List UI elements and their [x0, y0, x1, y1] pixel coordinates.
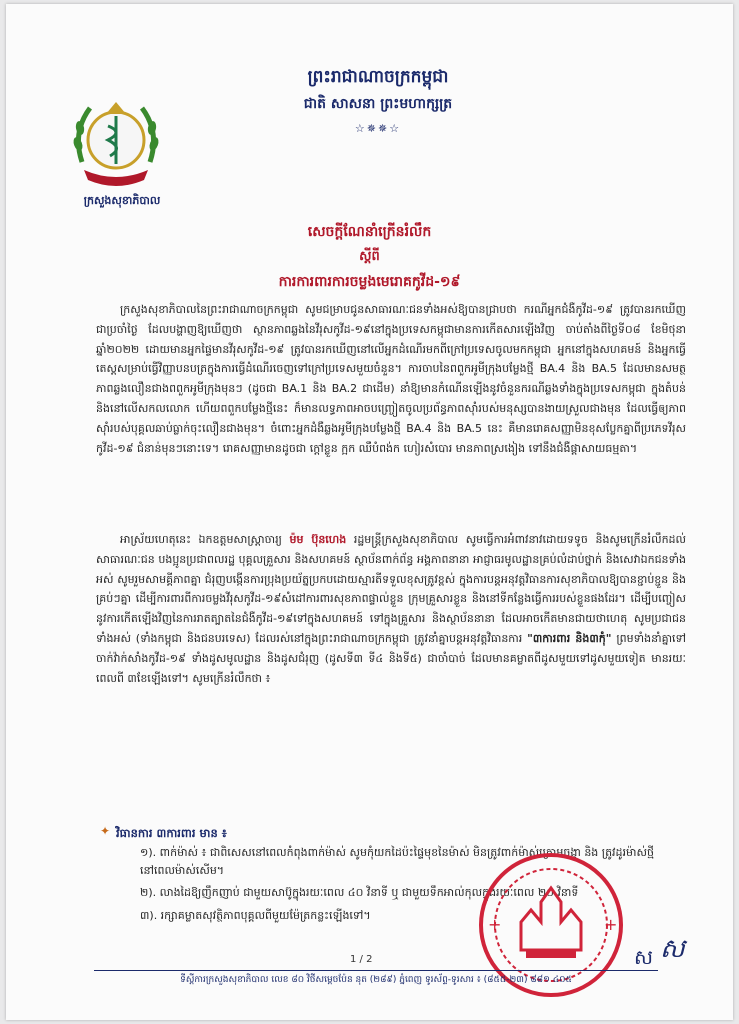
measure-item-2: ២). លាងដៃឱ្យញឹកញាប់ ជាមួយសាប៊ូក្នុងរយៈពេល ៤០ វិនាទី ឬ ជាមួយទឹកអាល់កុលក្នុងរយៈពេល ២០ វិនាទី	[140, 886, 579, 899]
footer-divider	[94, 970, 658, 971]
document-title: សេចក្ដីណែនាំក្រើនរំលឹក	[307, 224, 432, 240]
measure-item-1: ១). ពាក់ម៉ាស់ ៖ ជាពិសេសនៅពេលកំពុងពាក់ម៉ាស់ សូមកុំយកដៃប៉ះផ្ទៃមុខនៃម៉ាស់ មិនត្រូវពាក់ម៉ាស់ក្រោមចង្កា និង ត្រូវដូរម៉ាស់ថ្មី នៅពេលម៉ាស់សើម។	[140, 846, 654, 877]
paragraph-lead: អាស្រ័យហេតុនេះ ឯកឧត្ដមសាស្ត្រាចារ្យ	[120, 533, 282, 546]
measure-item-3: ៣). រក្សាគម្លាតសុវត្ថិភាពបុគ្គលពីមួយម៉ែត្រកន្លះឡើងទៅ។	[140, 909, 371, 922]
ministry-of-health-emblem-icon	[68, 92, 164, 196]
kingdom-heading: ព្រះរាជាណាចក្រកម្ពុជា	[307, 67, 449, 87]
document-title-about: ស្ដីពី	[359, 249, 380, 264]
body-paragraph-1	[96, 300, 686, 458]
svg-text:+: +	[488, 915, 502, 934]
footer-address: ទីស្ដីការក្រសួងសុខាភិបាល លេខ ៨០ វិថីសម្ដេចប៉ែន នុត (២៨៩) ភ្នំពេញ ទូរស័ព្ទ-ទូរសារ ៖ (៨៥៥-២៣) ៨៨១ ៤០៥	[180, 975, 572, 985]
bullet-icon: ✦	[100, 824, 111, 838]
document-subject: ការការពារការចម្លងមេរោគកូវីដ-១៩	[278, 274, 461, 290]
national-motto: ជាតិ សាសនា ព្រះមហាក្សត្រ	[303, 96, 453, 112]
paragraph-text	[96, 530, 686, 688]
paragraph-end: ព្រមទាំងនាំគ្នាទៅចាក់វ៉ាក់សាំងកូវីដ-១៩ ទាំងដូសមូលដ្ឋាន និងដូសជំរុញ (ដូសទី៣ ទី៤ និងទី៥) ជាចាំបាច់ ដែលមានគម្លាតពីដូសមួយទៅដូសមួយទៀត មានរយៈពេលពី ៣ខែឡើងទៅ។ សូមក្រើនរំលឹកថា ៖	[96, 631, 687, 685]
svg-text:+: +	[604, 915, 618, 934]
measures-heading: វិធានការ ៣ការពារ មាន ៖	[116, 826, 227, 840]
header-ornament: ☆✵✵☆	[354, 122, 402, 135]
paragraph-body: រដ្ឋមន្ត្រីក្រសួងសុខាភិបាល សូមធ្វើការអំពាវនាវដោយទទូច និងសូមក្រើនរំលឹកដល់សាធារណៈជន បងប្អូនប្រជាពលរដ្ឋ បុគ្គលគ្រួសារ និងសហគមន៍ ស្ថាប័នពាក់ព័ន្ធ អង្គភាពនានា អាជ្ញាធរមូលដ្ឋានគ្រប់លំដាប់ថ្នាក់ និងសេវាឯកជនទាំងអស់ សូមរួមសាមគ្គីភាពគ្នា ជំរុញបង្កើនការប្រុងប្រយ័ត្នប្រកបដោយស្មារតីទទួលខុសត្រូវខ្ពស់ ក្នុងការបន្តអនុវត្តវិធានការសុខាភិបាលឱ្យបានខ្ជាប់ខ្ជួន និងគ្រប់ៗគ្នា ដើម្បីការពារពីការចម្លងវីរុសកូវីដ-១៩សំដៅការពារសុខភាពផ្ទាល់ខ្លួន ក្រុមគ្រួសារខ្លួន និងនៅទីកន្លែងធ្វើការរបស់ខ្លួនផងដែរ។ ដើម្បីបញ្ចៀសនូវការកើតឡើងវិញនៃការរាតត្បាតនៃជំងឺកូវីដ-១៩ទៅក្នុងសហគមន៍ ទៅក្នុងគ្រួសារ និងស្ថាប័ននានា ដែលអាចកើតមានជាយថាហេតុ សូមប្រជាជនទាំងអស់ (ទាំងកម្ពុជា និងជនបរទេស) ដែលរស់នៅក្នុងព្រះរាជាណាចក្រកម្ពុជា ត្រូវនាំគ្នាបន្តអនុវត្តវិធានការ	[96, 533, 687, 645]
measure-slogan: "៣ការពារ និង៣កុំ"	[527, 631, 612, 645]
paragraph-text: ក្រសួងសុខាភិបាលនៃព្រះរាជាណាចក្រកម្ពុជា សូមជម្រាបជូនសាធារណៈជនទាំងអស់ឱ្យបានជ្រាបថា ករណីអ្នកជំងឺកូវីដ-១៩ ត្រូវបានរកឃើញជាប្រចាំថ្ងៃ ដែលបង្ហាញឱ្យឃើញថា ស្ថានភាពឆ្លងនៃវីរុសកូវីដ-១៩នៅក្នុងប្រទេសកម្ពុជាមានការកើតសារឡើងវិញ ចាប់តាំងពីថ្ងៃទី០៨ ខែមិថុនា ឆ្នាំ២០២២ ដោយមានអ្នកផ្ទៃមានវីរុសកូវីដ-១៩ ត្រូវបានរកឃើញនៅលើអ្នកដំណើរមកពីក្រៅប្រទេសចូលមកកម្ពុជា អ្នកនៅក្នុងសហគមន៍ និងអ្នកធ្វើតេស្តសម្រាប់ធ្វើវិញ្ញាបនបត្រក្នុងការធ្វើដំណើរចេញទៅក្រៅប្រទេសមួយចំនួន។ ការចាបនៃពពួកអូមីក្រុងបម្លែងថ្មី BA.4 និង BA.5 ដែលមានសមត្ថភាពឆ្លងលឿនជាងពពួកអូមីក្រុងមុនៗ (ដូចជា BA.1 និង BA.2 ជាដើម) នាំឱ្យមានកំណើនឡើងនូវចំនួនករណីឆ្លងទាំងក្នុងប្រទេសកម្ពុជា ក្នុងតំបន់ និងនៅលើសកលលោក ហើយពពួកបម្លែងថ្មីនេះ ក៏មានលទ្ធភាពអាចបញ្ច្រៀតចូលប្រព័ន្ធភាពស៊ាំរបស់មនុស្សបានងាយស្រួលជាងមុន ដែលធ្វើឲ្យភាពស៊ាំរបស់បុគ្គលឆាប់ធ្លាក់ចុះលឿនជាងមុន។ ចំពោះអ្នកដំងឺឆ្លងអូមីក្រុងបម្លែងថ្មី BA.4 និង BA.5 នេះ គឺមានរោគសញ្ញាមិនខុសប្លែកគ្នាពីប្រភេទវីរុស កូវីដ-១៩ ជំនាន់មុនៗនោះទេ។ រោគសញ្ញាមានដូចជា ក្ដៅខ្លួន ក្អក ឈឺបំពង់ក ហៀរសំបោរ មានភាពស្រងៀង ទៅនឹងជំងឺផ្ដាសាយធម្មតា។	[96, 303, 686, 455]
ministry-name: ក្រសួងសុខាភិបាល	[83, 194, 161, 207]
minister-name: ម៉ម ប៊ុនហេង	[289, 533, 347, 546]
document-page	[6, 4, 733, 1020]
signature-initial: ស	[634, 945, 654, 969]
signature-mark: ស	[660, 934, 685, 964]
body-paragraph-2	[96, 530, 686, 688]
page-number: 1 / 2	[350, 954, 373, 965]
